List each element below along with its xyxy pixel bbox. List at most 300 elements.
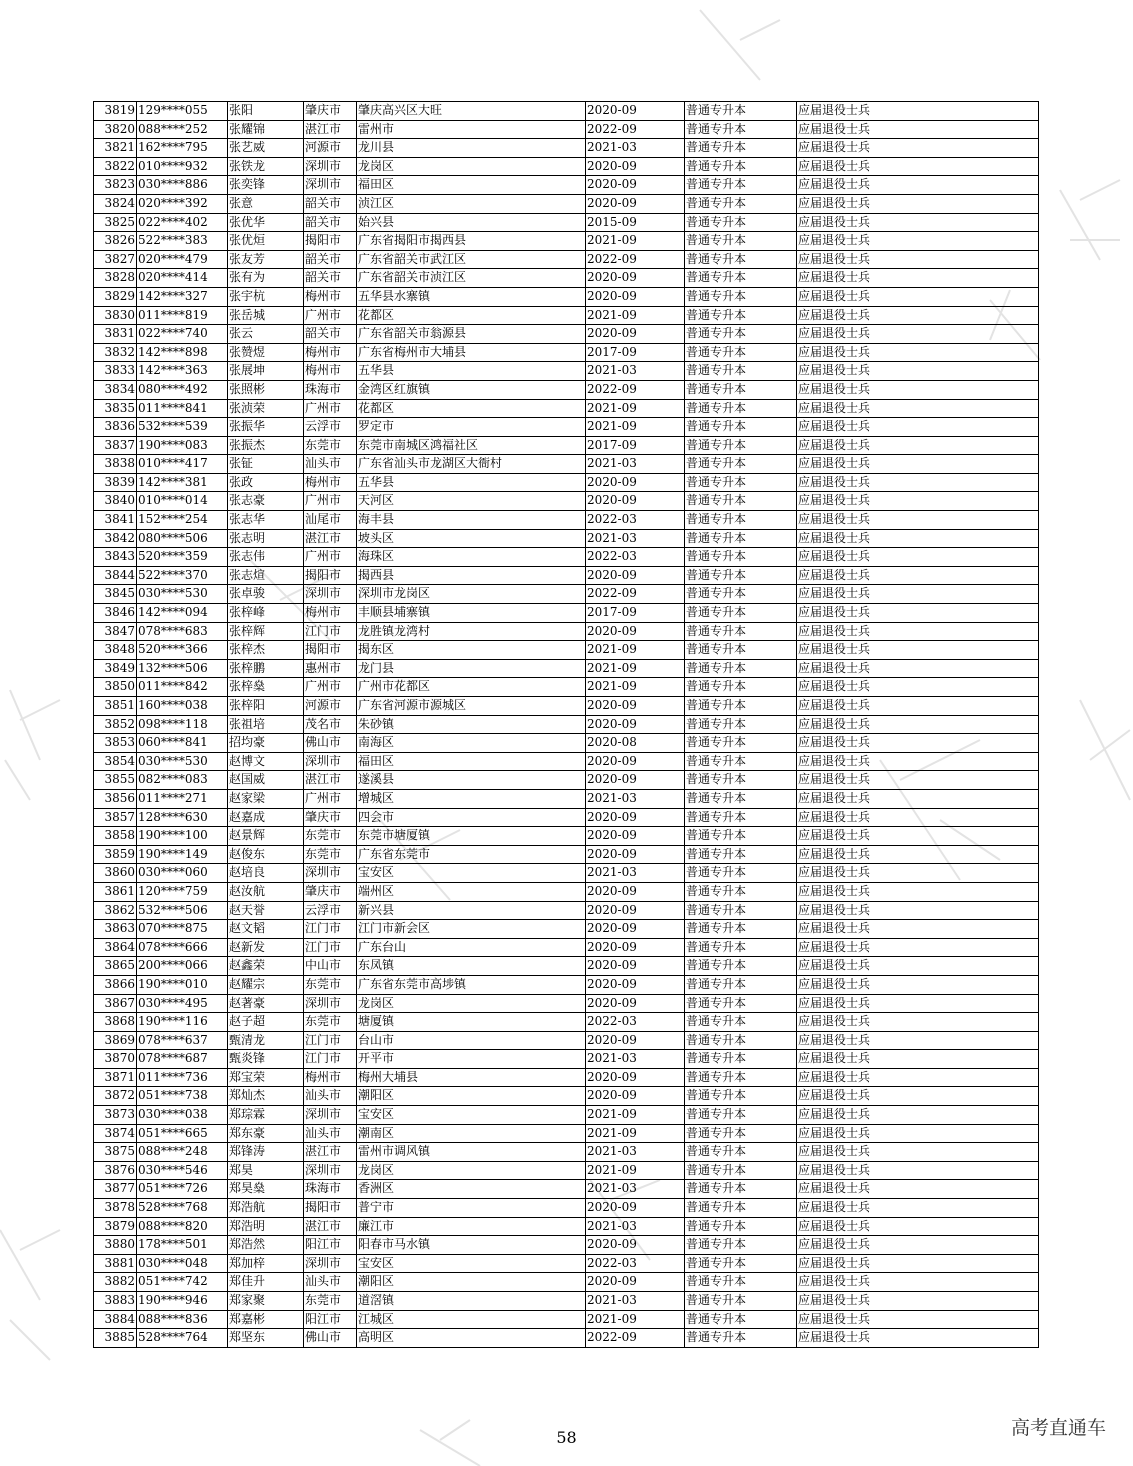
cell-city: 汕头市 [304, 1124, 357, 1143]
cell-address: 海丰县 [357, 511, 586, 530]
table-row [94, 641, 1039, 660]
cell-category: 应届退役士兵 [797, 957, 1039, 976]
cell-category: 应届退役士兵 [797, 1161, 1039, 1180]
cell-type: 普通专升本 [685, 380, 797, 399]
cell-type: 普通专升本 [685, 1087, 797, 1106]
cell-date: 2021-03 [586, 789, 685, 808]
cell-seq: 3847 [94, 622, 137, 641]
cell-type: 普通专升本 [685, 1254, 797, 1273]
cell-category: 应届退役士兵 [797, 399, 1039, 418]
cell-name: 赵子超 [228, 1013, 304, 1032]
cell-type: 普通专升本 [685, 1050, 797, 1069]
cell-id: 088****252 [137, 120, 228, 139]
table-row [94, 1161, 1039, 1180]
cell-seq: 3838 [94, 455, 137, 474]
cell-city: 深圳市 [304, 994, 357, 1013]
cell-city: 河源市 [304, 139, 357, 158]
cell-category: 应届退役士兵 [797, 306, 1039, 325]
cell-id: 082****083 [137, 771, 228, 790]
cell-seq: 3854 [94, 752, 137, 771]
cell-type: 普通专升本 [685, 157, 797, 176]
cell-category: 应届退役士兵 [797, 194, 1039, 213]
cell-seq: 3862 [94, 901, 137, 920]
cell-address: 龙岗区 [357, 157, 586, 176]
cell-name: 郑浩航 [228, 1199, 304, 1218]
cell-id: 010****014 [137, 492, 228, 511]
table-row [94, 102, 1039, 121]
cell-seq: 3831 [94, 325, 137, 344]
cell-date: 2020-09 [586, 287, 685, 306]
cell-category: 应届退役士兵 [797, 157, 1039, 176]
cell-date: 2020-09 [586, 1273, 685, 1292]
cell-address: 台山市 [357, 1031, 586, 1050]
cell-name: 郑加梓 [228, 1254, 304, 1273]
cell-id: 098****118 [137, 715, 228, 734]
cell-date: 2022-03 [586, 511, 685, 530]
cell-city: 广州市 [304, 678, 357, 697]
cell-name: 张志明 [228, 529, 304, 548]
cell-address: 丰顺县埔寨镇 [357, 604, 586, 623]
cell-name: 张振杰 [228, 436, 304, 455]
cell-type: 普通专升本 [685, 715, 797, 734]
cell-id: 522****383 [137, 232, 228, 251]
cell-address: 广东省东莞市 [357, 845, 586, 864]
cell-id: 200****066 [137, 957, 228, 976]
cell-address: 肇庆高兴区大旺 [357, 102, 586, 121]
cell-seq: 3859 [94, 845, 137, 864]
cell-address: 朱砂镇 [357, 715, 586, 734]
cell-type: 普通专升本 [685, 287, 797, 306]
cell-address: 宝安区 [357, 1106, 586, 1125]
cell-address: 开平市 [357, 1050, 586, 1069]
cell-name: 甄清龙 [228, 1031, 304, 1050]
cell-name: 郑宝荣 [228, 1068, 304, 1087]
cell-city: 深圳市 [304, 864, 357, 883]
cell-city: 汕头市 [304, 1087, 357, 1106]
cell-name: 郑琮霖 [228, 1106, 304, 1125]
cell-address: 阳春市马水镇 [357, 1236, 586, 1255]
cell-city: 韶关市 [304, 194, 357, 213]
cell-type: 普通专升本 [685, 585, 797, 604]
cell-id: 178****501 [137, 1236, 228, 1255]
cell-address: 道滘镇 [357, 1292, 586, 1311]
cell-name: 张梓峰 [228, 604, 304, 623]
cell-date: 2020-09 [586, 1031, 685, 1050]
cell-type: 普通专升本 [685, 139, 797, 158]
cell-city: 汕尾市 [304, 511, 357, 530]
table-row [94, 585, 1039, 604]
cell-date: 2020-09 [586, 715, 685, 734]
cell-name: 郑昊 [228, 1161, 304, 1180]
cell-id: 030****495 [137, 994, 228, 1013]
cell-name: 赵鑫荣 [228, 957, 304, 976]
cell-type: 普通专升本 [685, 1236, 797, 1255]
cell-type: 普通专升本 [685, 975, 797, 994]
cell-address: 福田区 [357, 176, 586, 195]
cell-id: 142****094 [137, 604, 228, 623]
cell-city: 梅州市 [304, 343, 357, 362]
cell-type: 普通专升本 [685, 622, 797, 641]
cell-name: 张有为 [228, 269, 304, 288]
table-row [94, 1124, 1039, 1143]
cell-type: 普通专升本 [685, 1199, 797, 1218]
cell-city: 江门市 [304, 938, 357, 957]
cell-seq: 3837 [94, 436, 137, 455]
cell-seq: 3885 [94, 1329, 137, 1348]
cell-city: 广州市 [304, 492, 357, 511]
cell-id: 520****366 [137, 641, 228, 660]
cell-category: 应届退役士兵 [797, 1124, 1039, 1143]
cell-date: 2021-09 [586, 659, 685, 678]
cell-name: 张卓骏 [228, 585, 304, 604]
cell-date: 2020-09 [586, 492, 685, 511]
cell-city: 江门市 [304, 1031, 357, 1050]
table-row [94, 864, 1039, 883]
cell-date: 2020-09 [586, 882, 685, 901]
cell-date: 2022-09 [586, 250, 685, 269]
cell-city: 梅州市 [304, 287, 357, 306]
table-row [94, 1329, 1039, 1348]
cell-name: 郑锋涛 [228, 1143, 304, 1162]
cell-seq: 3845 [94, 585, 137, 604]
table-row [94, 1236, 1039, 1255]
cell-id: 030****886 [137, 176, 228, 195]
cell-id: 011****736 [137, 1068, 228, 1087]
cell-address: 广州市花都区 [357, 678, 586, 697]
table-row [94, 901, 1039, 920]
cell-city: 梅州市 [304, 1068, 357, 1087]
cell-name: 张志伟 [228, 548, 304, 567]
cell-seq: 3867 [94, 994, 137, 1013]
table-row [94, 1254, 1039, 1273]
table-row [94, 1013, 1039, 1032]
cell-name: 张梓辉 [228, 622, 304, 641]
cell-name: 张优烜 [228, 232, 304, 251]
cell-date: 2020-09 [586, 269, 685, 288]
cell-address: 龙岗区 [357, 994, 586, 1013]
cell-date: 2020-09 [586, 697, 685, 716]
cell-name: 赵培良 [228, 864, 304, 883]
cell-seq: 3884 [94, 1310, 137, 1329]
cell-category: 应届退役士兵 [797, 938, 1039, 957]
cell-date: 2022-03 [586, 1013, 685, 1032]
cell-type: 普通专升本 [685, 232, 797, 251]
cell-category: 应届退役士兵 [797, 1310, 1039, 1329]
cell-seq: 3848 [94, 641, 137, 660]
cell-seq: 3878 [94, 1199, 137, 1218]
cell-id: 120****759 [137, 882, 228, 901]
cell-address: 宝安区 [357, 1254, 586, 1273]
cell-city: 东莞市 [304, 827, 357, 846]
cell-category: 应届退役士兵 [797, 102, 1039, 121]
cell-address: 广东省东莞市高埗镇 [357, 975, 586, 994]
cell-id: 532****539 [137, 418, 228, 437]
cell-category: 应届退役士兵 [797, 1068, 1039, 1087]
cell-city: 韶关市 [304, 250, 357, 269]
table-row [94, 250, 1039, 269]
cell-city: 阳江市 [304, 1236, 357, 1255]
cell-name: 郑嘉彬 [228, 1310, 304, 1329]
cell-seq: 3860 [94, 864, 137, 883]
cell-city: 梅州市 [304, 362, 357, 381]
cell-id: 011****841 [137, 399, 228, 418]
cell-date: 2020-09 [586, 975, 685, 994]
cell-id: 162****795 [137, 139, 228, 158]
cell-address: 花都区 [357, 306, 586, 325]
cell-category: 应届退役士兵 [797, 436, 1039, 455]
cell-category: 应届退役士兵 [797, 548, 1039, 567]
cell-name: 赵嘉成 [228, 808, 304, 827]
cell-type: 普通专升本 [685, 418, 797, 437]
cell-id: 528****768 [137, 1199, 228, 1218]
table-row [94, 1292, 1039, 1311]
table-row [94, 1031, 1039, 1050]
table-row [94, 752, 1039, 771]
cell-city: 深圳市 [304, 752, 357, 771]
cell-date: 2020-09 [586, 1068, 685, 1087]
cell-seq: 3821 [94, 139, 137, 158]
cell-address: 广东省河源市源城区 [357, 697, 586, 716]
cell-address: 四会市 [357, 808, 586, 827]
cell-city: 云浮市 [304, 901, 357, 920]
table-row [94, 1106, 1039, 1125]
cell-date: 2020-09 [586, 845, 685, 864]
cell-category: 应届退役士兵 [797, 1106, 1039, 1125]
cell-category: 应届退役士兵 [797, 1050, 1039, 1069]
cell-address: 始兴县 [357, 213, 586, 232]
cell-address: 江门市新会区 [357, 920, 586, 939]
cell-id: 088****248 [137, 1143, 228, 1162]
cell-id: 132****506 [137, 659, 228, 678]
cell-category: 应届退役士兵 [797, 771, 1039, 790]
cell-type: 普通专升本 [685, 994, 797, 1013]
cell-category: 应届退役士兵 [797, 492, 1039, 511]
cell-seq: 3869 [94, 1031, 137, 1050]
cell-city: 东莞市 [304, 975, 357, 994]
cell-date: 2020-09 [586, 957, 685, 976]
cell-address: 广东省韶关市浈江区 [357, 269, 586, 288]
cell-date: 2022-09 [586, 585, 685, 604]
cell-id: 520****359 [137, 548, 228, 567]
cell-id: 142****363 [137, 362, 228, 381]
cell-type: 普通专升本 [685, 789, 797, 808]
table-row [94, 882, 1039, 901]
cell-seq: 3852 [94, 715, 137, 734]
table-row [94, 1273, 1039, 1292]
cell-id: 190****149 [137, 845, 228, 864]
cell-id: 011****819 [137, 306, 228, 325]
cell-category: 应届退役士兵 [797, 362, 1039, 381]
cell-type: 普通专升本 [685, 1106, 797, 1125]
cell-date: 2022-03 [586, 548, 685, 567]
cell-address: 廉江市 [357, 1217, 586, 1236]
cell-date: 2022-09 [586, 1329, 685, 1348]
cell-id: 080****492 [137, 380, 228, 399]
cell-id: 020****479 [137, 250, 228, 269]
cell-date: 2020-09 [586, 1199, 685, 1218]
table-row [94, 678, 1039, 697]
cell-id: 528****764 [137, 1329, 228, 1348]
cell-category: 应届退役士兵 [797, 808, 1039, 827]
table-row [94, 604, 1039, 623]
cell-category: 应届退役士兵 [797, 1254, 1039, 1273]
cell-seq: 3868 [94, 1013, 137, 1032]
cell-address: 江城区 [357, 1310, 586, 1329]
cell-id: 160****038 [137, 697, 228, 716]
cell-name: 赵天誉 [228, 901, 304, 920]
cell-name: 赵俊东 [228, 845, 304, 864]
cell-address: 雷州市调风镇 [357, 1143, 586, 1162]
cell-city: 江门市 [304, 1050, 357, 1069]
cell-category: 应届退役士兵 [797, 734, 1039, 753]
cell-category: 应届退役士兵 [797, 1292, 1039, 1311]
cell-type: 普通专升本 [685, 641, 797, 660]
table-row [94, 994, 1039, 1013]
cell-id: 051****665 [137, 1124, 228, 1143]
cell-name: 郑浩明 [228, 1217, 304, 1236]
cell-city: 湛江市 [304, 1143, 357, 1162]
cell-seq: 3876 [94, 1161, 137, 1180]
cell-id: 051****726 [137, 1180, 228, 1199]
cell-name: 张奕锋 [228, 176, 304, 195]
cell-name: 张梓鹏 [228, 659, 304, 678]
cell-city: 肇庆市 [304, 808, 357, 827]
cell-id: 020****392 [137, 194, 228, 213]
cell-type: 普通专升本 [685, 659, 797, 678]
cell-name: 赵汝航 [228, 882, 304, 901]
cell-date: 2021-03 [586, 1217, 685, 1236]
cell-date: 2022-09 [586, 120, 685, 139]
cell-type: 普通专升本 [685, 566, 797, 585]
cell-id: 152****254 [137, 511, 228, 530]
table-row [94, 1199, 1039, 1218]
cell-id: 078****687 [137, 1050, 228, 1069]
cell-type: 普通专升本 [685, 194, 797, 213]
cell-id: 128****630 [137, 808, 228, 827]
cell-type: 普通专升本 [685, 901, 797, 920]
cell-category: 应届退役士兵 [797, 678, 1039, 697]
cell-address: 潮阳区 [357, 1273, 586, 1292]
cell-id: 051****742 [137, 1273, 228, 1292]
cell-id: 078****637 [137, 1031, 228, 1050]
cell-type: 普通专升本 [685, 325, 797, 344]
cell-id: 190****100 [137, 827, 228, 846]
cell-category: 应届退役士兵 [797, 1236, 1039, 1255]
cell-seq: 3870 [94, 1050, 137, 1069]
cell-id: 532****506 [137, 901, 228, 920]
cell-seq: 3827 [94, 250, 137, 269]
cell-date: 2020-09 [586, 622, 685, 641]
table-row [94, 771, 1039, 790]
cell-city: 汕头市 [304, 1273, 357, 1292]
table-row [94, 362, 1039, 381]
cell-id: 142****327 [137, 287, 228, 306]
cell-type: 普通专升本 [685, 1031, 797, 1050]
cell-date: 2020-09 [586, 901, 685, 920]
cell-seq: 3880 [94, 1236, 137, 1255]
table-row [94, 938, 1039, 957]
cell-date: 2017-09 [586, 604, 685, 623]
cell-seq: 3883 [94, 1292, 137, 1311]
cell-seq: 3843 [94, 548, 137, 567]
cell-name: 郑浩然 [228, 1236, 304, 1255]
cell-name: 赵耀宗 [228, 975, 304, 994]
cell-city: 湛江市 [304, 120, 357, 139]
cell-type: 普通专升本 [685, 492, 797, 511]
cell-city: 揭阳市 [304, 641, 357, 660]
cell-date: 2021-03 [586, 139, 685, 158]
cell-id: 030****530 [137, 752, 228, 771]
cell-address: 广东省韶关市武江区 [357, 250, 586, 269]
cell-type: 普通专升本 [685, 548, 797, 567]
cell-category: 应届退役士兵 [797, 250, 1039, 269]
cell-type: 普通专升本 [685, 697, 797, 716]
cell-date: 2020-09 [586, 102, 685, 121]
cell-id: 030****546 [137, 1161, 228, 1180]
cell-id: 142****381 [137, 473, 228, 492]
cell-address: 东莞市塘厦镇 [357, 827, 586, 846]
cell-date: 2020-09 [586, 473, 685, 492]
table-row [94, 659, 1039, 678]
cell-address: 揭西县 [357, 566, 586, 585]
cell-type: 普通专升本 [685, 1180, 797, 1199]
cell-city: 东莞市 [304, 436, 357, 455]
cell-type: 普通专升本 [685, 529, 797, 548]
cell-name: 张赞煜 [228, 343, 304, 362]
cell-seq: 3825 [94, 213, 137, 232]
cell-seq: 3826 [94, 232, 137, 251]
cell-date: 2015-09 [586, 213, 685, 232]
cell-category: 应届退役士兵 [797, 1273, 1039, 1292]
cell-city: 韶关市 [304, 325, 357, 344]
cell-type: 普通专升本 [685, 1329, 797, 1348]
cell-type: 普通专升本 [685, 604, 797, 623]
cell-date: 2020-09 [586, 752, 685, 771]
cell-id: 010****932 [137, 157, 228, 176]
cell-id: 080****506 [137, 529, 228, 548]
cell-name: 张志豪 [228, 492, 304, 511]
cell-city: 揭阳市 [304, 566, 357, 585]
table-row [94, 1068, 1039, 1087]
cell-category: 应届退役士兵 [797, 380, 1039, 399]
cell-name: 赵著豪 [228, 994, 304, 1013]
cell-category: 应届退役士兵 [797, 1013, 1039, 1032]
cell-address: 宝安区 [357, 864, 586, 883]
cell-seq: 3832 [94, 343, 137, 362]
cell-city: 东莞市 [304, 845, 357, 864]
cell-id: 190****010 [137, 975, 228, 994]
cell-address: 广东省揭阳市揭西县 [357, 232, 586, 251]
table-row [94, 213, 1039, 232]
table-row [94, 529, 1039, 548]
cell-address: 广东省韶关市翁源县 [357, 325, 586, 344]
cell-id: 010****417 [137, 455, 228, 474]
cell-name: 郑佳升 [228, 1273, 304, 1292]
cell-address: 高明区 [357, 1329, 586, 1348]
cell-city: 广州市 [304, 789, 357, 808]
table-row [94, 399, 1039, 418]
cell-seq: 3829 [94, 287, 137, 306]
cell-seq: 3882 [94, 1273, 137, 1292]
cell-date: 2021-09 [586, 1161, 685, 1180]
cell-name: 张浈荣 [228, 399, 304, 418]
cell-seq: 3839 [94, 473, 137, 492]
cell-date: 2020-09 [586, 325, 685, 344]
cell-id: 070****875 [137, 920, 228, 939]
cell-name: 张志华 [228, 511, 304, 530]
cell-address: 广东省汕头市龙湖区大衙村 [357, 455, 586, 474]
cell-type: 普通专升本 [685, 176, 797, 195]
